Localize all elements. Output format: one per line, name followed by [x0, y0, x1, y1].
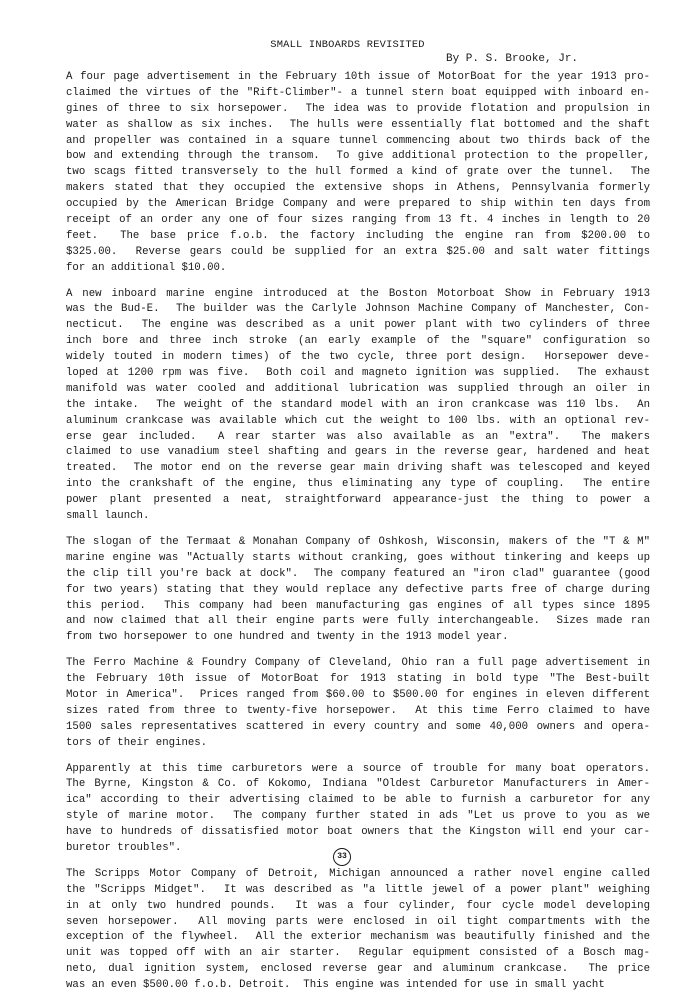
text-line: seven horsepower. All moving parts were enclosed in oil tight compartments with the [66, 915, 650, 928]
text-line: neto, dual ignition system, enclosed reverse gear and aluminum crankcase. The price [66, 963, 650, 976]
paragraph [66, 867, 650, 994]
text-line: from two horsepower to one hundred and twenty in the 1913 model year. [66, 631, 509, 644]
text-line: bow and extending through the transom. To give additional protection to the propeller, [66, 150, 650, 163]
text-line: manifold was water cooled and additional lubrication was supplied through an oiler in [66, 382, 650, 395]
text-line: loped at 1200 rpm was five. Both coil and magneto ignition was supplied. The exhaust [66, 367, 650, 380]
text-line: Apparently at this time carburetors were a source of trouble for many boat operators. [66, 762, 650, 775]
article-title: SMALL INBOARDS REVISITED [270, 39, 425, 51]
text-line: tors of their engines. [66, 736, 208, 749]
text-line: gines of three to six horsepower. The idea was to provide flotation and propulsion in [66, 102, 650, 115]
paragraph [66, 70, 650, 277]
text-line: The Byrne, Kingston & Co. of Kokomo, Indiana "Oldest Carburetor Manufacturers in Amer- [66, 778, 650, 791]
text-line: The slogan of the Termaat & Monahan Company of Oshkosh, Wisconsin, makers of the "T & M" [66, 535, 650, 548]
paragraph [66, 762, 650, 857]
text-line: small launch. [66, 510, 150, 523]
text-line: two scags fitted transversely to the hull formed a kind of grate over the tunnel. The [66, 166, 650, 179]
text-line: receipt of an order any one of four sizes ranging from 13 ft. 4 inches in length to 20 [66, 214, 650, 227]
text-line: The Ferro Machine & Foundry Company of Cleveland, Ohio ran a full page advertisement in [66, 657, 650, 670]
text-line: power plant presented a neat, straightforward appearance-just the thing to power a [66, 494, 650, 507]
text-line: the February 10th issue of MotorBoat for 1913 stating in bold type "The Best-built [66, 673, 650, 686]
text-line: occupied by the American Bridge Company and were prepared to ship within ten days from [66, 198, 650, 211]
text-line: for two years) stating that they would replace any defective parts free of charge during [66, 583, 650, 596]
text-line: inch bore and three inch stroke (an early example of the "square" configuration so [66, 335, 650, 348]
text-line: ica" according to their advertising claimed to be able to furnish a carburetor for any [66, 794, 650, 807]
text-line: The Scripps Motor Company of Detroit, Michigan announced a rather novel engine called [66, 867, 650, 880]
author-byline: By P. S. Brooke, Jr. [446, 53, 579, 65]
text-line: makers stated that they occupied the extensive shops in Athens, Pennsylvania formerly [66, 182, 650, 195]
text-line: unit was topped off with an air starter. Regular equipment consisted of a Bosch mag- [66, 947, 650, 960]
text-line: style of marine motor. The company further stated in ads "Let us prove to you as we [66, 810, 650, 823]
text-line: widely touted in modern times) of the two cycle, three port design. Horsepower deve- [66, 351, 650, 364]
text-line: marine engine was "Actually starts without cranking, goes without tinkering and keeps up [66, 551, 650, 564]
paragraph [66, 287, 650, 525]
text-line: Motor in America". Prices ranged from $60.00 to $500.00 for engines in eleven different [66, 688, 650, 701]
text-line: water as shallow as six inches. The hulls were essentially flat bottomed and the shaft [66, 118, 650, 131]
text-line: claimed the virtues of the "Rift-Climber"- a tunnel stern boat equipped with inboard en- [66, 86, 650, 99]
text-line: 1500 sales representatives scattered in every country and some 40,000 owners and opera- [66, 720, 650, 733]
text-line: this period. This company had been manufacturing gas engines of all types since 1895 [66, 599, 650, 612]
text-line: sizes rated from three to twenty-five horsepower. At this time Ferro claimed to have [66, 704, 650, 717]
text-line: for an additional $10.00. [66, 261, 227, 274]
paragraph [66, 535, 650, 646]
text-line: A new inboard marine engine introduced at the Boston Motorboat Show in February 1913 [66, 287, 650, 300]
text-line: exception of the flywheel. All the exterior mechanism was beautifully finished and the [66, 931, 650, 944]
text-line: the clip till you're back at dock". The company featured an "iron clad" guarantee (good [66, 567, 650, 580]
text-line: the "Scripps Midget". It was described as "a little jewel of a power plant" weighing [66, 883, 650, 896]
text-line: treated. The motor end on the reverse gear main driving shaft was telescoped and keyed [66, 462, 650, 475]
article-body [66, 70, 650, 1004]
text-line: and propeller was contained in a square tunnel commencing about two thirds back of the [66, 134, 650, 147]
text-line: erse gear included. A rear starter was also available as an "extra". The makers [66, 430, 650, 443]
text-line: was an even $500.00 f.o.b. Detroit. This engine was intended for use in small yacht [66, 979, 605, 992]
page-number: 33 [333, 848, 351, 866]
paragraph [66, 656, 650, 751]
text-line: feet. The base price f.o.b. the factory including the engine ran from $200.00 to [66, 229, 650, 242]
text-line: $325.00. Reverse gears could be supplied for an extra $25.00 and salt water fittings [66, 245, 650, 258]
text-line: was the Bud-E. The builder was the Carlyle Johnson Machine Company of Manchester, Con- [66, 303, 650, 316]
text-line: claimed to use vanadium steel shafting and gears in the reverse gear, hardened and heat [66, 446, 650, 459]
text-line: have to hundreds of dissatisfied motor boat owners that the Kingston will end your car- [66, 826, 650, 839]
text-line: A four page advertisement in the February 10th issue of MotorBoat for the year 1913 pro- [66, 71, 650, 83]
text-line: into the crankshaft of the engine, thus eliminating any type of coupling. The entire [66, 478, 650, 491]
text-line: in at only two hundred pounds. It was a four cylinder, four cycle model developing [66, 899, 650, 912]
text-line: buretor troubles". [66, 841, 182, 854]
text-line: aluminum crankcase was available which cut the weight to 100 lbs. with an optional rev- [66, 414, 650, 427]
text-line: and now claimed that all their engine parts were fully interchangeable. Sizes made ran [66, 615, 650, 628]
text-line: necticut. The engine was described as a unit power plant with two cylinders of three [66, 319, 650, 332]
text-line: the intake. The weight of the standard model with an iron crankcase was 110 lbs. An [66, 398, 650, 411]
